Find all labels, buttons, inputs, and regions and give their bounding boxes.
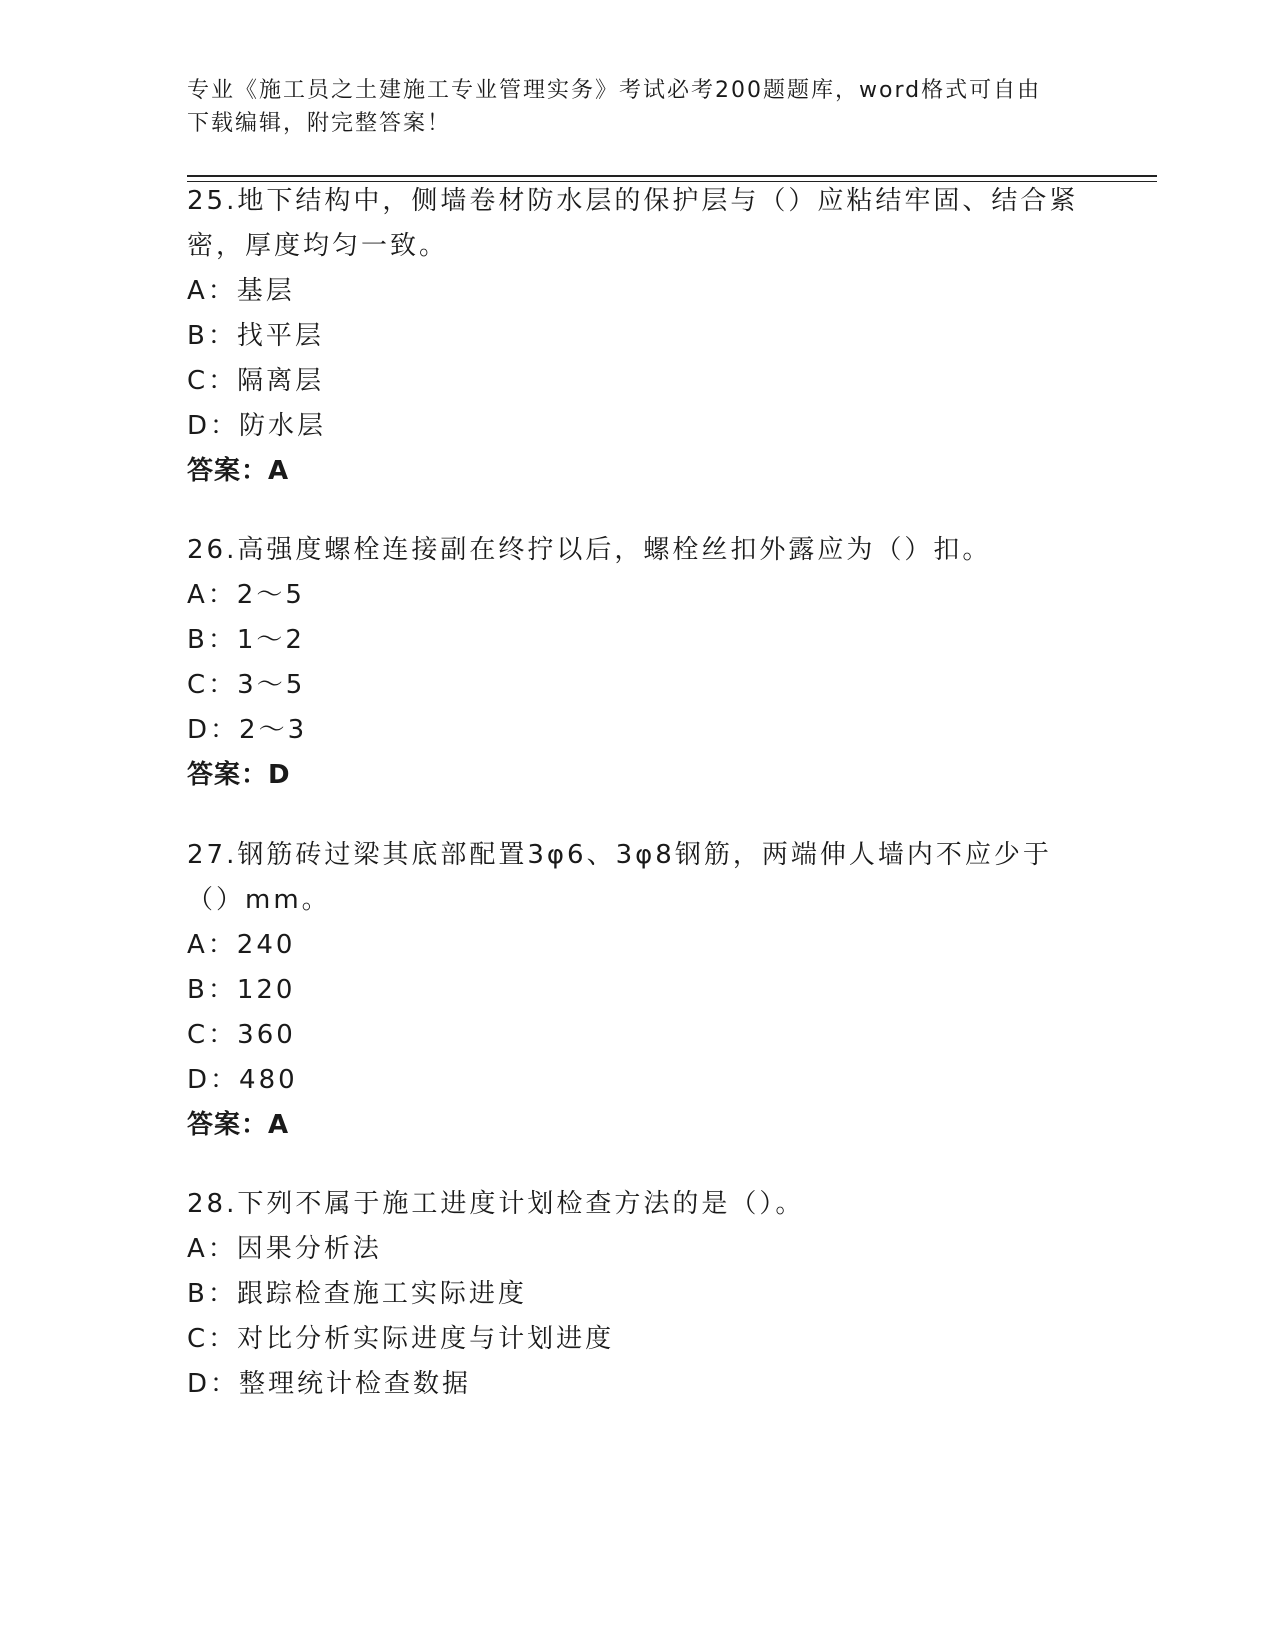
option-c: C：360 — [187, 1020, 296, 1050]
option-a: A：因果分析法 — [187, 1234, 382, 1264]
option-c: C：3～5 — [187, 670, 306, 700]
option-c: C：对比分析实际进度与计划进度 — [187, 1324, 615, 1354]
header-line-1: 专业《施工员之土建施工专业管理实务》考试必考200题题库，word格式可自由 — [187, 78, 1042, 103]
question-text-line: 密，厚度均匀一致。 — [187, 231, 449, 261]
header-rule-thick — [187, 175, 1157, 177]
option-b: B：1～2 — [187, 625, 305, 655]
option-b: B：跟踪检查施工实际进度 — [187, 1279, 527, 1309]
document-header — [187, 74, 1087, 140]
option-a: A：基层 — [187, 276, 295, 306]
answer-text: 答案：D — [187, 760, 291, 790]
answer-text: 答案：A — [187, 456, 290, 486]
option-d: D：2～3 — [187, 715, 308, 745]
option-b: B：120 — [187, 975, 296, 1005]
question-text-line: 25.地下结构中，侧墙卷材防水层的保护层与（）应粘结牢固、结合紧 — [187, 186, 1079, 216]
option-a: A：2～5 — [187, 580, 305, 610]
option-d: D：整理统计检查数据 — [187, 1369, 472, 1399]
answer-text: 答案：A — [187, 1110, 290, 1140]
header-line-2: 下载编辑，附完整答案！ — [187, 111, 452, 136]
question-28 — [187, 1182, 1087, 1407]
option-b: B：找平层 — [187, 321, 324, 351]
option-c: C：隔离层 — [187, 366, 325, 396]
option-a: A：240 — [187, 930, 296, 960]
question-27 — [187, 833, 1087, 1148]
question-text-line: 26.高强度螺栓连接副在终拧以后，螺栓丝扣外露应为（）扣。 — [187, 535, 992, 565]
option-d: D：防水层 — [187, 411, 327, 441]
question-text-line: 28.下列不属于施工进度计划检查方法的是（）。 — [187, 1189, 805, 1219]
option-d: D：480 — [187, 1065, 298, 1095]
question-25 — [187, 179, 1087, 494]
question-text-line: （）mm。 — [187, 885, 331, 915]
question-26 — [187, 528, 1087, 798]
question-text-line: 27.钢筋砖过梁其底部配置3φ6、3φ8钢筋，两端伸人墙内不应少于 — [187, 840, 1052, 870]
